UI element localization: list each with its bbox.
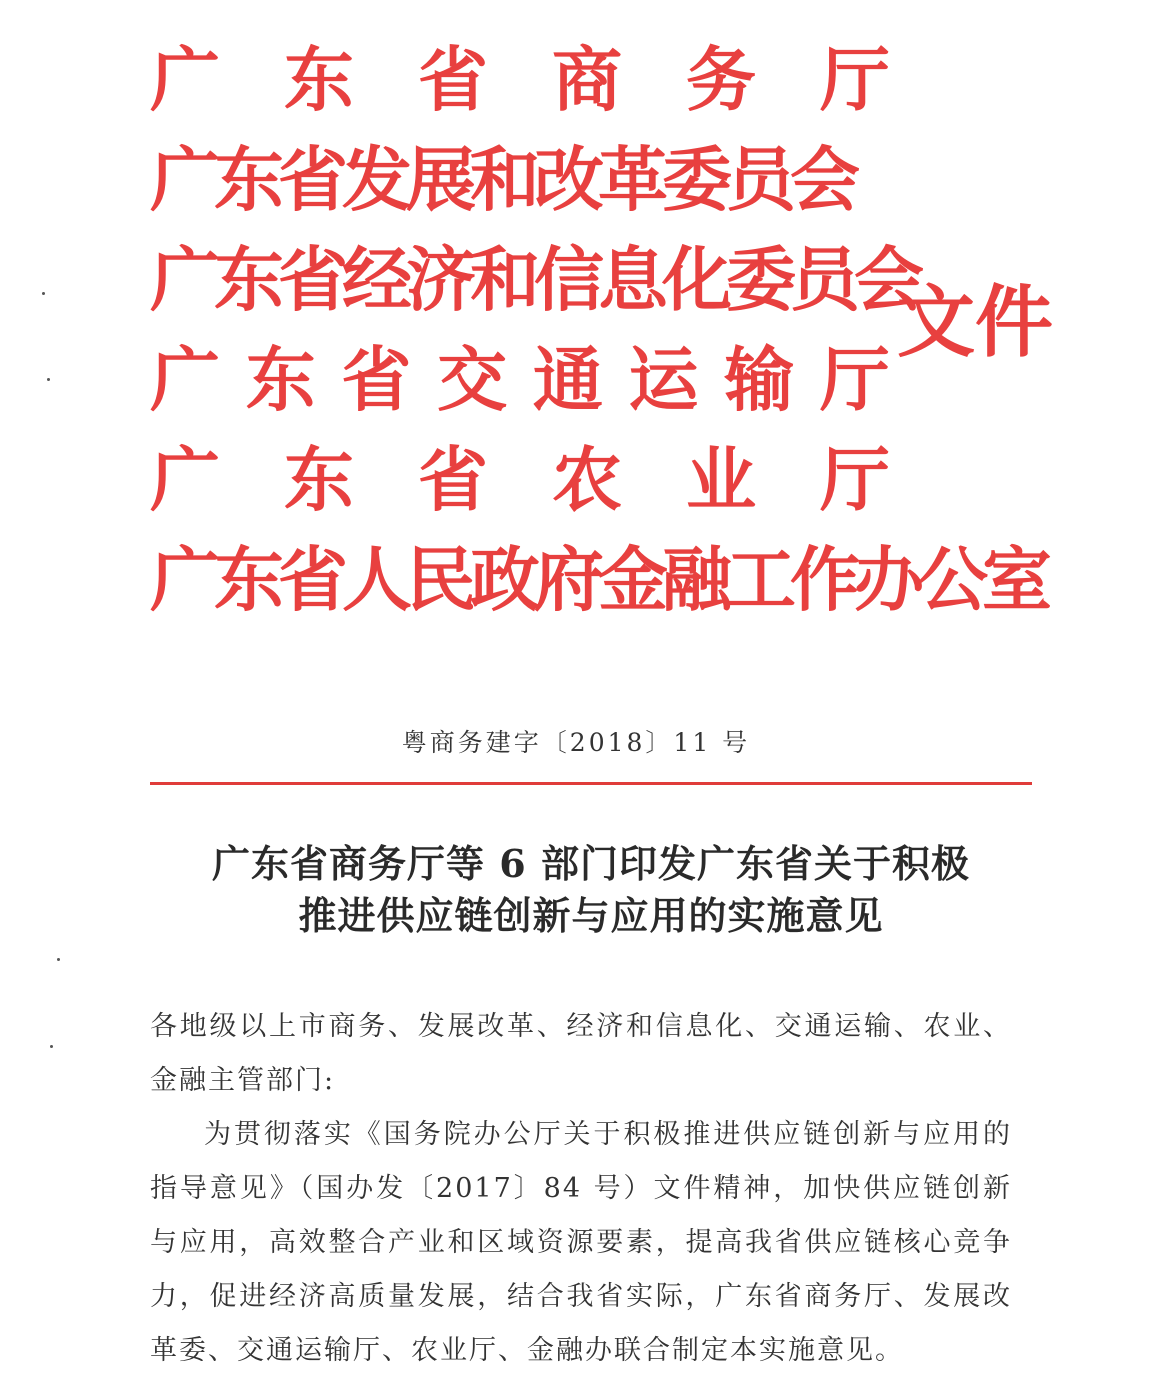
issuer-line-2: 广东省发展和改革委员会 [150, 138, 854, 221]
issuer-line-5: 广 东 省 农 业 厅 [150, 438, 890, 521]
title-line-1: 广东省商务厅等 6 部门印发广东省关于积极 [212, 841, 970, 886]
red-divider-rule [150, 782, 1032, 785]
scan-speck [42, 292, 45, 295]
document-title [150, 838, 1032, 942]
issuer-line-3: 广东省经济和信息化委员会 [150, 238, 918, 321]
document-number: 粤商务建字〔2018〕11 号 [401, 728, 751, 757]
issuer-line-6: 广东省人民政府金融工作办公室 [150, 538, 1046, 621]
scan-speck [47, 378, 50, 381]
salutation: 各地级以上市商务、发展改革、经济和信息化、交通运输、农业、金融主管部门: [150, 1011, 1012, 1096]
scan-speck [57, 958, 60, 961]
document-body [150, 1000, 1012, 1378]
body-paragraph-1: 为贯彻落实《国务院办公厅关于积极推进供应链创新与应用的指导意见》（国办发〔2017〕84 号）文件精神，加快供应链创新与应用，高效整合产业和区域资源要素，提高我省供应链核心竞争力，促进经济高质量发展，结合我省实际，广东省商务厅、发展改革委、交通运输厅、农业厅、金融办联合制定本实施意见。 [150, 1119, 1012, 1366]
issuer-line-1: 广 东 省 商 务 厅 [150, 38, 890, 121]
scan-speck [50, 1045, 53, 1048]
file-mark: 文件 [897, 277, 1054, 368]
title-line-2: 推进供应链创新与应用的实施意见 [298, 893, 884, 938]
issuer-line-4: 广 东 省 交 通 运 输 厅 [150, 338, 890, 421]
